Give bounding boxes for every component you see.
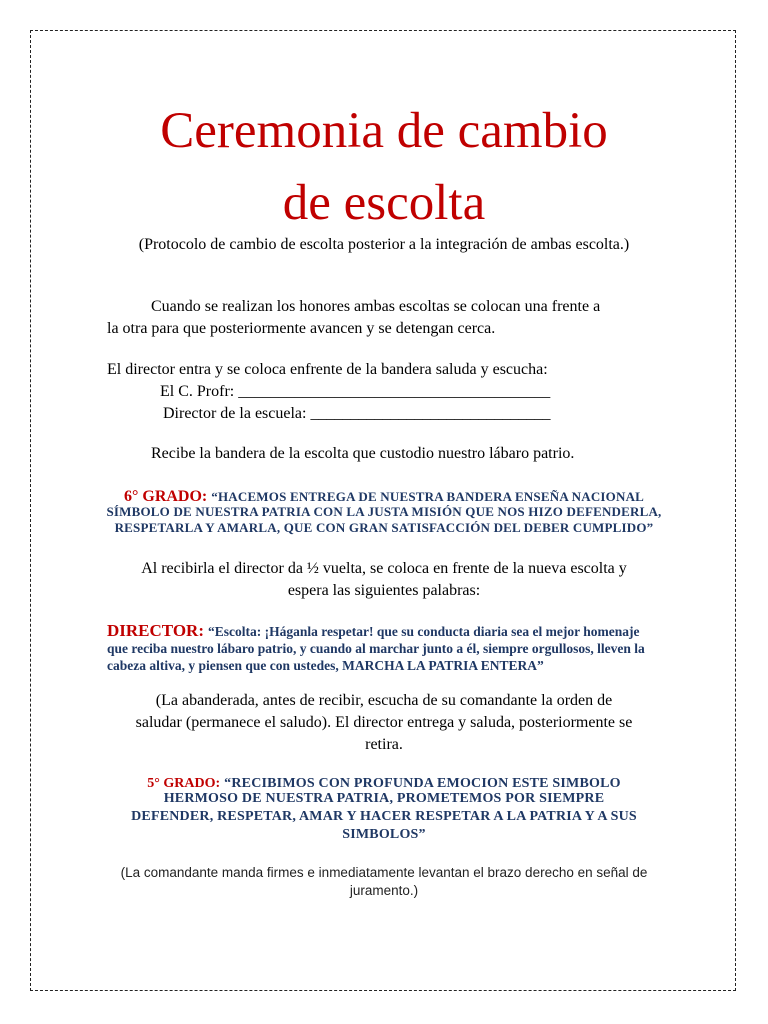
profr-field: El C. Profr: _______________________________________ bbox=[160, 383, 551, 400]
director-speech-label: DIRECTOR: bbox=[107, 621, 204, 640]
director-speech-line-3: cabeza altiva, y piensen que con ustedes, MARCHA LA PATRIA ENTERA” bbox=[107, 658, 544, 673]
fifth-grade-line-1: “RECIBIMOS CON PROFUNDA EMOCION ESTE SIMBOLO bbox=[224, 776, 621, 791]
director-speech-line-2: que reciba nuestro lábaro patrio, y cuando al marchar junto a él, siempre orgullosos, lleven la bbox=[107, 641, 645, 656]
receives-flag: Recibe la bandera de la escolta que custodio nuestro lábaro patrio. bbox=[151, 445, 575, 462]
director-speech-first-line bbox=[107, 620, 639, 642]
title-line-2: de escolta bbox=[282, 175, 486, 231]
director-speech-line-1: “Escolta: ¡Háganla respetar! que su conducta diaria sea el mejor homenaje bbox=[207, 624, 640, 639]
sixth-grade-line-2: SÍMBOLO DE NUESTRA PATRIA CON LA JUSTA MISIÓN QUE NOS HIZO DEFENDERLA, bbox=[106, 504, 662, 519]
sixth-grade-line-3: RESPETARLA Y AMARLA, QUE CON GRAN SATISFACCIÓN DEL DEBER CUMPLIDO” bbox=[114, 520, 654, 535]
fifth-grade-line-4: SIMBOLOS” bbox=[342, 827, 426, 842]
title-line-1: Ceremonia de cambio bbox=[160, 103, 608, 159]
intro-line-2: la otra para que posteriormente avancen y se detengan cerca. bbox=[107, 320, 496, 337]
half-turn-line-1: Al recibirla el director da ½ vuelta, se coloca en frente de la nueva escolta y bbox=[141, 560, 627, 577]
fifth-grade-line-2: HERMOSO DE NUESTRA PATRIA, PROMETEMOS POR SIEMPRE bbox=[163, 791, 605, 806]
subtitle: (Protocolo de cambio de escolta posterior a la integración de ambas escolta.) bbox=[138, 236, 630, 253]
flagbearer-line-3: retira. bbox=[365, 736, 403, 753]
half-turn-line-2: espera las siguientes palabras: bbox=[287, 582, 481, 599]
director-field: Director de la escuela: ______________________________ bbox=[163, 405, 551, 422]
intro-line-1: Cuando se realizan los honores ambas escoltas se colocan una frente a bbox=[151, 298, 601, 315]
closing-line-2: juramento.) bbox=[349, 883, 419, 898]
sixth-grade-label: 6° GRADO: bbox=[123, 488, 208, 505]
flagbearer-line-1: (La abanderada, antes de recibir, escucha de su comandante la orden de bbox=[155, 692, 613, 709]
sixth-grade-line-1: “HACEMOS ENTREGA DE NUESTRA BANDERA ENSEÑA NACIONAL bbox=[211, 489, 645, 504]
flagbearer-line-2: saludar (permanece el saludo). El director entrega y saluda, posteriormente se bbox=[135, 714, 633, 731]
director-enters: El director entra y se coloca enfrente de la bandera saluda y escucha: bbox=[107, 361, 548, 378]
fifth-grade-line-3: DEFENDER, RESPETAR, AMAR Y HACER RESPETAR A LA PATRIA Y A SUS bbox=[131, 809, 637, 824]
fifth-grade-label: 5° GRADO: bbox=[147, 776, 221, 791]
closing-line-1: (La comandante manda firmes e inmediatamente levantan el brazo derecho en señal de bbox=[120, 865, 648, 880]
